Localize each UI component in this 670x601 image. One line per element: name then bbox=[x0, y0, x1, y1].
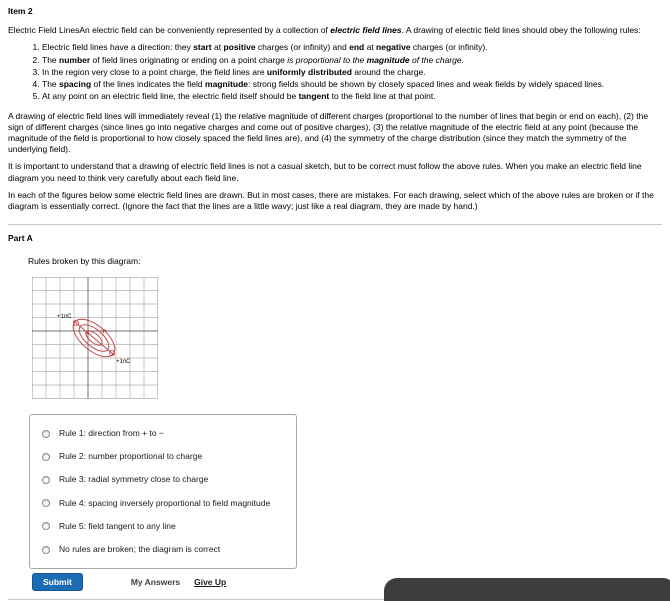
rules-list bbox=[8, 42, 662, 102]
option-row-rule1[interactable] bbox=[30, 422, 296, 445]
instructions-paragraph: In each of the figures below some electric field lines are drawn. But in most cases, there are mistakes. For each drawing, select which of the above rules are broken or if the diagram is essentially correct. (Ignore the fact that the lines are a little wavy; just like a real diagram, they are made by hand.) bbox=[8, 189, 654, 212]
item-title: Item 2 bbox=[8, 6, 33, 16]
rule-item-2: 2. The number of field lines originating or ending on a point charge is proportional to the magnitude of the charge. bbox=[42, 55, 662, 66]
rule-item-5: 5. At any point on an electric field line, the electric field itself should be tangent to the field line at that point. bbox=[42, 91, 662, 102]
radio-button[interactable] bbox=[42, 476, 50, 484]
field-line-diagram bbox=[32, 277, 662, 402]
option-row-rule5[interactable] bbox=[30, 515, 296, 538]
answer-options bbox=[29, 414, 297, 569]
option-row-rule4[interactable] bbox=[30, 492, 296, 515]
option-row-rule2[interactable] bbox=[30, 445, 296, 468]
part-a-title: Part A bbox=[8, 233, 33, 244]
option-label: Rule 4: spacing inversely proportional to field magnitude bbox=[59, 497, 271, 508]
option-label: Rule 5: field tangent to any line bbox=[59, 520, 176, 531]
grid-lines bbox=[32, 277, 158, 399]
radio-button[interactable] bbox=[42, 453, 50, 461]
rule-item-4: 4. The spacing of the lines indicates the field magnitude: strong fields should be shown by closely spaced lines and weak fields by widely spaced lines. bbox=[42, 79, 662, 90]
give-up-link[interactable]: Give Up bbox=[194, 576, 227, 587]
rule-item-1: 1. Electric field lines have a direction: they start at positive charges (or infinity) and end at negative charges (or infinity). bbox=[42, 42, 662, 53]
radio-button[interactable] bbox=[42, 499, 50, 507]
intro-paragraph: Electric Field LinesAn electric field can be conveniently represented by a collection of electric field lines. A drawing of electric field lines should obey the following rules: bbox=[8, 25, 641, 36]
option-label: Rule 1: direction from + to − bbox=[59, 427, 164, 438]
bottom-right-overlay bbox=[384, 578, 670, 601]
radio-button[interactable] bbox=[42, 546, 50, 554]
rule-item-3: 3. In the region very close to a point charge, the field lines are uniformly distributed around the charge. bbox=[42, 67, 662, 78]
option-row-no-rules-broken[interactable] bbox=[30, 538, 296, 561]
my-answers-label[interactable]: My Answers bbox=[130, 576, 181, 587]
charge-label-top: +1nC bbox=[57, 313, 72, 320]
diagram-canvas bbox=[32, 277, 158, 399]
part-a-prompt: Rules broken by this diagram: bbox=[28, 255, 141, 266]
important-paragraph: It is important to understand that a drawing of electric field lines is not a casual sketch, but to be correct must follow the above rules. When you make an electric field line diagram you need to think very carefully about each field line. bbox=[8, 161, 642, 183]
option-label: Rule 2: number proportional to charge bbox=[59, 451, 203, 462]
charge-label-bottom: +1nC bbox=[116, 358, 131, 365]
radio-button[interactable] bbox=[42, 522, 50, 530]
section-divider bbox=[8, 224, 662, 225]
reveal-paragraph: A drawing of electric field lines will immediately reveal (1) the relative magnitude of different charges (proportional to the number of lines that begin or end on each), (2) the sign of different charges (since lines go into negative charges and come out of positive charges), (3) the relative magnitude of the electric field at any point (because the magnitude of the field is proportional to how closely spaced the field lines are), and (4) the symmetry of the charge distribution (since they match the symmetry of the underlying field). bbox=[8, 110, 649, 155]
option-row-rule3[interactable] bbox=[30, 468, 296, 491]
option-label: No rules are broken; the diagram is correct bbox=[59, 544, 221, 555]
submit-button[interactable]: Submit bbox=[32, 573, 83, 591]
axis-lines bbox=[32, 277, 158, 399]
option-label: Rule 3: radial symmetry close to charge bbox=[59, 474, 209, 485]
radio-button[interactable] bbox=[42, 430, 50, 438]
